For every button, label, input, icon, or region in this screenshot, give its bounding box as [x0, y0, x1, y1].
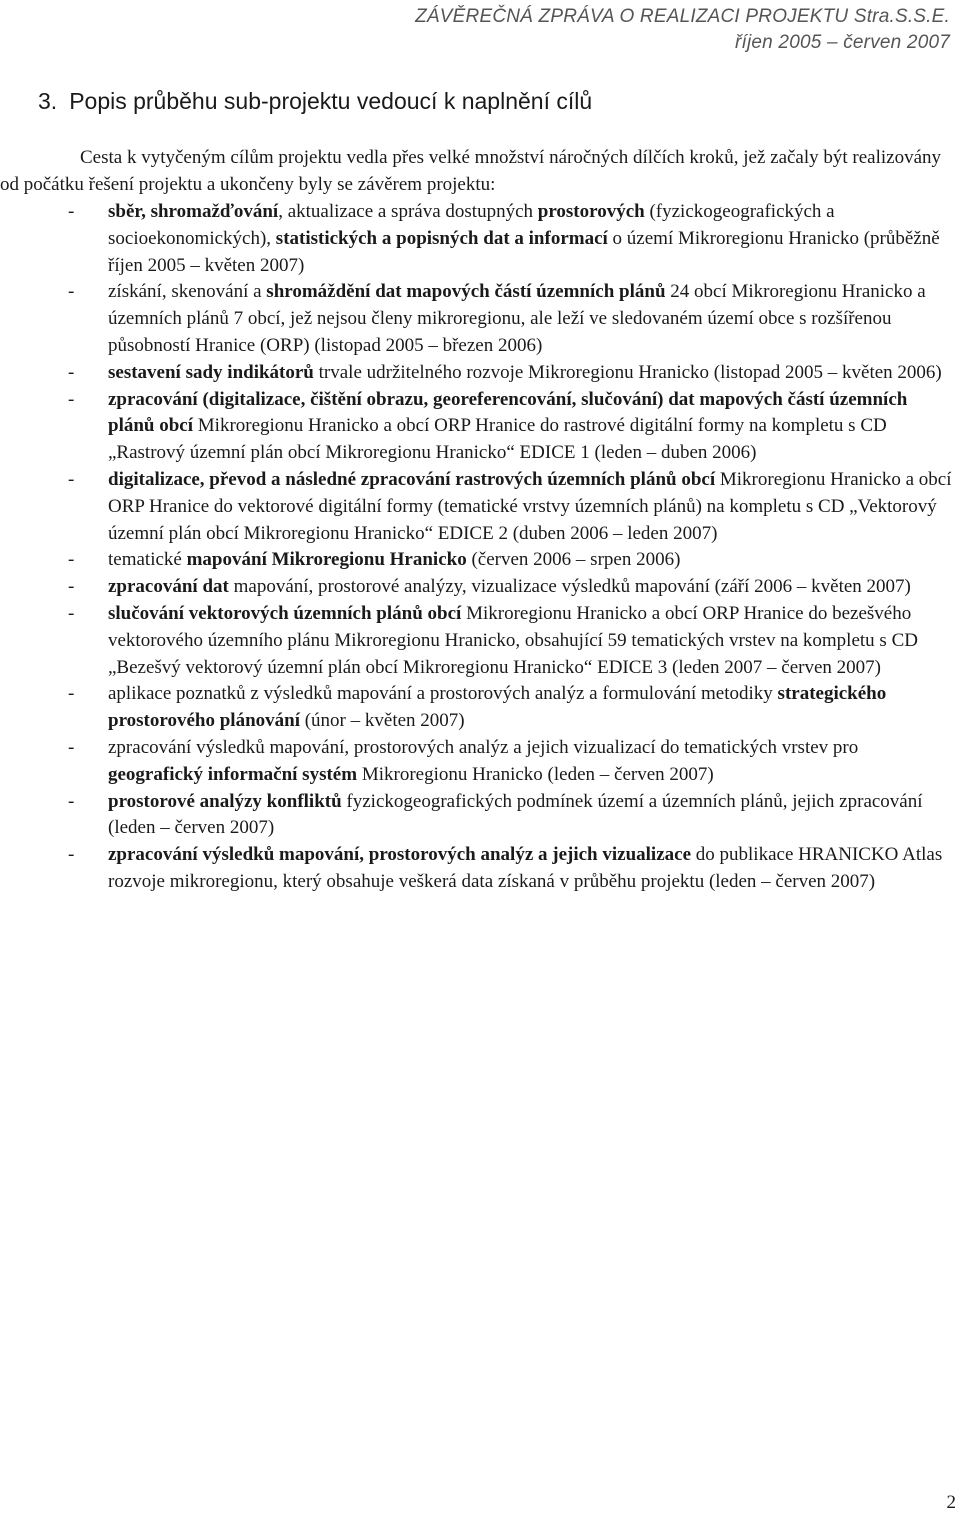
step-item: [0, 547, 955, 574]
list-marker: -: [68, 281, 75, 303]
step-item: [0, 789, 955, 843]
running-header: [415, 4, 950, 56]
step-text: 24 obcí Mikroregionu Hranicko a územních plánů 7 obcí, jež nejsou členy mikroregionu, ale leží ve sledovaném území obce s rozšířenou působností Hranice (ORP) (listopad 2005 – březen 2006): [108, 281, 926, 356]
step-item: [0, 601, 955, 681]
steps-list: [0, 199, 955, 896]
step-item: [0, 467, 955, 547]
step-item: [0, 574, 955, 601]
list-marker: -: [68, 388, 75, 410]
step-emphasis: zpracování dat: [108, 576, 229, 598]
page-number: 2: [946, 1492, 956, 1513]
step-item: [0, 360, 955, 387]
list-marker: -: [68, 844, 75, 866]
section-heading: [38, 86, 592, 116]
step-text: Mikroregionu Hranicko (leden – červen 2007): [357, 763, 714, 785]
list-marker: -: [68, 361, 75, 383]
step-emphasis: zpracování výsledků mapování, prostorových analýz a jejich vizualizace: [108, 844, 692, 866]
list-marker: -: [68, 468, 75, 490]
header-date-range: říjen 2005 – červen 2007: [734, 32, 950, 53]
step-item: [0, 842, 955, 896]
list-marker: -: [68, 736, 75, 758]
step-emphasis: shromáždění dat mapových částí územních plánů: [266, 281, 666, 303]
step-emphasis: sběr, shromažďování: [108, 201, 279, 222]
step-text: (červen 2006 – srpen 2006): [466, 549, 681, 571]
step-emphasis: mapování Mikroregionu Hranicko: [186, 549, 467, 571]
step-item: [0, 199, 955, 279]
step-emphasis: strategického prostorového plánování: [108, 683, 887, 732]
intro-paragraph: Cesta k vytyčeným cílům projektu vedla přes velké množství náročných dílčích kroků, jež začaly být realizovány od počátku řešení projektu a ukončeny byly se závěrem projektu:: [0, 147, 942, 195]
list-marker: -: [68, 549, 75, 571]
list-marker: -: [68, 683, 75, 705]
step-text: aplikace poznatků z výsledků mapování a prostorových analýz a formulování metodiky: [108, 683, 778, 705]
step-emphasis: digitalizace, převod a následné zpracování rastrových územních plánů obcí: [108, 468, 716, 490]
step-text: , aktualizace a správa dostupných: [278, 201, 538, 222]
list-marker: -: [68, 790, 75, 812]
step-text: fyzickogeografických podmínek území a územních plánů, jejich zpracování (leden – červen 2007): [108, 790, 923, 839]
step-emphasis: geografický informační systém: [108, 763, 358, 785]
step-text: mapování, prostorové analýzy, vizualizace výsledků mapování (září 2006 – květen 2007): [228, 576, 911, 598]
step-text: Mikroregionu Hranicko a obcí ORP Hranice do bezešvého vektorového územního plánu Mikroregionu Hranicko, obsahující 59 tematických vrstev na kompletu s CD „Bezešvý vektorový územní plán obcí Mikroregionu Hranicko“ EDICE 3 (leden 2007 – červen 2007): [108, 602, 918, 678]
step-item: [0, 735, 955, 789]
step-item: [0, 387, 955, 467]
step-text: Mikroregionu Hranicko a obcí ORP Hranice do rastrové digitální formy na kompletu s CD „Rastrový územní plán obcí Mikroregionu Hranicko“ EDICE 1 (leden – duben 2006): [108, 415, 887, 464]
step-item: [0, 279, 955, 359]
step-text: o území Mikroregionu Hranicko (průběžně říjen 2005 – květen 2007): [108, 227, 940, 276]
section-number: 3.: [38, 88, 58, 114]
step-emphasis: slučování vektorových územních plánů obcí: [108, 602, 462, 624]
step-emphasis: prostorové analýzy konfliktů: [108, 790, 342, 812]
step-text: (fyzickogeografických a socioekonomických),: [108, 201, 835, 249]
list-marker: -: [68, 602, 75, 624]
step-emphasis: prostorových: [537, 201, 645, 222]
step-item: [0, 681, 955, 735]
step-emphasis: zpracování (digitalizace, čištění obrazu, georeferencování, slučování) dat mapových částí územních plánů obcí: [108, 388, 908, 437]
list-marker: -: [68, 576, 75, 598]
step-text: získání, skenování a: [108, 281, 267, 303]
step-text: trvale udržitelného rozvoje Mikroregionu Hranicko (listopad 2005 – květen 2006): [313, 361, 942, 383]
list-marker: -: [68, 201, 75, 222]
step-text: (únor – květen 2007): [299, 710, 465, 732]
step-emphasis: sestavení sady indikátorů: [108, 361, 314, 383]
step-text: do publikace HRANICKO Atlas rozvoje mikroregionu, který obsahuje veškerá data získaná v průběhu projektu (leden – červen 2007): [108, 844, 943, 892]
header-title: ZÁVĚREČNÁ ZPRÁVA O REALIZACI PROJEKTU Stra.S.S.E.: [415, 6, 950, 27]
section-title: Popis průběhu sub-projektu vedoucí k naplnění cílů: [69, 88, 593, 114]
step-text: zpracování výsledků mapování, prostorových analýz a jejich vizualizací do tematických vrstev pro: [108, 736, 859, 758]
step-text: Mikroregionu Hranicko a obcí ORP Hranice do vektorové digitální formy (tematické vrstvy územních plánů) na kompletu s CD „Vektorový územní plán obcí Mikroregionu Hranicko“ EDICE 2 (duben 2006 – leden 2007): [108, 468, 952, 544]
step-text: tematické: [108, 549, 187, 571]
step-emphasis: statistických a popisných dat a informací: [275, 227, 608, 249]
